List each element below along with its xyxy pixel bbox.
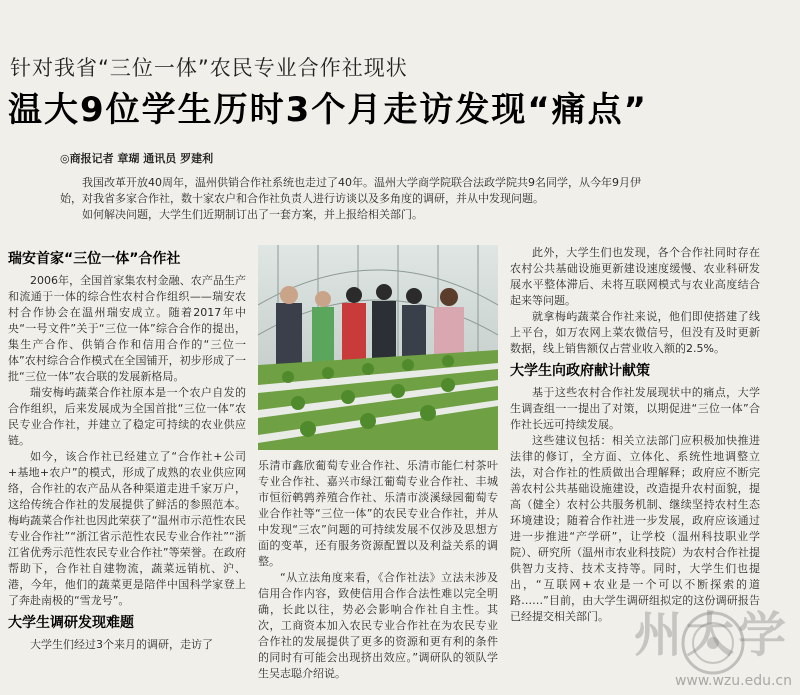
- paragraph: 瑞安梅屿蔬菜合作社原本是一个农户自发的合作组织，后来发展成为全国首批“三位一体”农民专业合作社，并建立了稳定可持续的农业供应链。: [8, 386, 246, 447]
- lead-paragraph: 我国改革开放40周年，温州供销合作社系统也走过了40年。温州大学商学院联合法政学院共9名同学，从今年9月伊始，对我省多家合作社，数十家农户和合作社负责人进行访谈以及多角度的调研，并从中发现问题。: [60, 176, 641, 205]
- lead-paragraph: 如何解决问题，大学生们近期制订出了一套方案，并上报给相关部门。: [82, 208, 423, 221]
- section-heading: 大学生向政府献计献策: [510, 363, 650, 379]
- article-lead: [60, 175, 660, 223]
- paragraph: “从立法角度来看，《合作社法》立法未涉及信用合作内容，致使信用合作合法性难以完全明确，长此以往，势必会影响合作社自主性。其次，工商资本加入农民专业合作社在为农民专业合作社的发展提供了更多的资源和更有利的条件的同时有可能会出现挤出效应。”调研队的领队学生吴志聪介绍说。: [258, 571, 498, 680]
- paragraph: 此外，大学生们也发现，各个合作社同时存在农村公共基础设施更新建设速度缓慢、农业科研发展水平整体滞后、未将互联网模式与农业高度结合起来等问题。: [510, 246, 760, 307]
- paragraph: 基于这些农村合作社发展现状中的痛点，大学生调查组一一提出了对策，以期促进“三位一体”合作社长远可持续发展。: [510, 386, 760, 431]
- section-heading: 瑞安首家“三位一体”合作社: [8, 251, 181, 267]
- paragraph: 乐清市鑫欣葡萄专业合作社、乐清市能仁村茶叶专业合作社、嘉兴市绿江葡萄专业合作社、丰城市恒衍鹌鹑养殖合作社、乐清市淡溪绿园葡萄专业合作社等“三位一体”的农民专业合作社，并从中发现“三农”问题的可持续发展不仅涉及思想方面的变革，还有服务资源配置以及利益关系的调整。: [258, 459, 498, 568]
- paragraph: 这些建议包括：相关立法部门应积极加快推进法律的修订，全方面、立体化、系统性地调整立法，对合作社的性质做出合理解释；政府应不断完善农村公共基础设施建设，改造提升农村面貌，提高（健全）农村公共服务机制、继续坚持农村生态环境建设；随着合作社进一步发展，政府应该通过进一步推进“产学研”，让学校（温州科技职业学院）、研究所（温州市农业科技院）为农村合作社提供智力支持、技术支持等。同时，大学生们也提出，“互联网+农业是一个可以不断探索的道路……”目前，由大学生调研组拟定的这份调研报告已经提交相关部门。: [510, 434, 760, 623]
- article-byline: ◎商报记者 章瑚 通讯员 罗建利: [60, 152, 214, 165]
- article-kicker: 针对我省“三位一体”农民专业合作社现状: [10, 56, 408, 80]
- watermark-text: 州大学: [633, 607, 790, 663]
- column-left: [8, 245, 246, 653]
- article-headline: 温大9位学生历时3个月走访发现“痛点”: [8, 90, 649, 130]
- paragraph: 如今，该合作社已经建立了“合作社+公司+基地+农户”的模式，形成了成熟的农业供应网络，合作社的农产品从各种渠道走进千家万户，这给传统合作社的发展提供了鲜活的参照范本。梅屿蔬菜合作社也因此荣获了“温州市示范性农民专业合作社”“浙江省示范性农民专业合作社”“浙江省优秀示范性农民专业合作社”等荣誉。在政府帮助下，合作社自建物流，蔬菜远销杭、沪、港，今年，他们的蔬菜更是陪伴中国科学家登上了奔赴南极的“雪龙号”。: [8, 450, 246, 607]
- column-right: [510, 245, 760, 625]
- column-middle: [258, 458, 498, 682]
- watermark-url: www.wzu.edu.cn: [674, 673, 792, 689]
- section-heading: 大学生调研发现难题: [8, 615, 134, 631]
- paragraph: 就拿梅屿蔬菜合作社来说，他们即使搭建了线上平台，如万农网上菜农微信号，但没有及时更新数据，线上销售额仅占营业收入额的2.5%。: [510, 310, 760, 355]
- paragraph: 大学生们经过3个来月的调研，走访了: [30, 638, 213, 651]
- paragraph: 2006年，全国首家集农村金融、农产品生产和流通于一体的综合性农村合作组织——瑞安农村合作协会在温州瑞安成立。随着2017年中央“一号文件”关于“三位一体”综合合作的提出，集生产合作、供销合作和信用合作的“三位一体”农村综合合作模式在全国铺开，初步形成了一批“三位一体”农合联的发展新格局。: [8, 274, 246, 383]
- greenhouse-photo: [258, 245, 498, 450]
